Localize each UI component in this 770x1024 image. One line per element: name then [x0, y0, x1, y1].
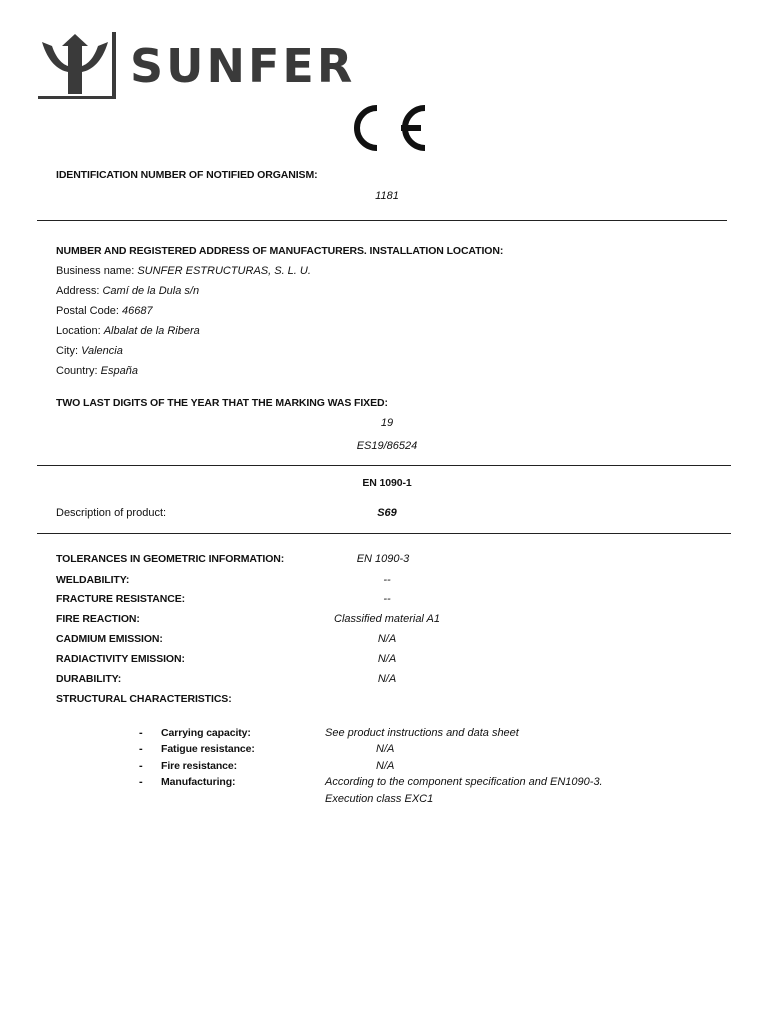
structural-value: N/A	[376, 760, 395, 772]
structural-label: Fire resistance:	[161, 760, 238, 772]
year-value: 19	[380, 417, 394, 429]
postal-code-row	[56, 305, 153, 317]
characteristic-value: EN 1090-3	[356, 553, 410, 565]
field-label: Postal Code:	[56, 305, 119, 317]
characteristic-value: --	[383, 574, 391, 586]
execution-class: Execution class EXC1	[325, 793, 434, 805]
field-label: Business name:	[56, 265, 135, 277]
characteristic-label: DURABILITY:	[56, 673, 122, 685]
ce-mark-icon	[343, 102, 429, 154]
field-label: Country:	[56, 365, 98, 377]
product-value: S69	[377, 507, 397, 519]
characteristic-label: TOLERANCES IN GEOMETRIC INFORMATION:	[56, 553, 285, 565]
characteristic-label: CADMIUM EMISSION:	[56, 633, 163, 645]
notified-organism-number: 1181	[375, 190, 399, 202]
characteristic-value: N/A	[377, 653, 397, 665]
structural-value: According to the component specification and EN1090-3.	[325, 776, 603, 788]
field-value: España	[100, 365, 138, 377]
divider	[37, 533, 731, 534]
structural-value: See product instructions and data sheet	[325, 727, 519, 739]
bullet: -	[139, 727, 143, 739]
manufacturer-heading: NUMBER AND REGISTERED ADDRESS OF MANUFACTURERS. INSTALLATION LOCATION:	[56, 245, 504, 257]
location-row	[56, 325, 200, 337]
bullet: -	[139, 776, 143, 788]
divider	[37, 220, 727, 221]
bullet: -	[139, 743, 143, 755]
standard-title: EN 1090-1	[362, 477, 412, 489]
product-label: Description of product:	[56, 507, 167, 519]
certificate-number: ES19/86524	[356, 440, 418, 452]
address-row	[56, 285, 199, 297]
field-value: 46687	[122, 305, 153, 317]
characteristic-label: STRUCTURAL CHARACTERISTICS:	[56, 693, 232, 705]
characteristic-value: Classified material A1	[334, 613, 440, 625]
characteristic-value: N/A	[377, 673, 397, 685]
business-name-row	[56, 265, 311, 277]
structural-label: Fatigue resistance:	[161, 743, 255, 755]
notified-organism-label: IDENTIFICATION NUMBER OF NOTIFIED ORGANISM:	[56, 169, 318, 181]
field-value: Camí de la Dula s/n	[102, 285, 200, 297]
characteristic-value: --	[383, 593, 391, 605]
city-row	[56, 345, 123, 357]
field-label: Location:	[56, 325, 101, 337]
divider	[37, 465, 731, 466]
characteristic-label: RADIACTIVITY EMISSION:	[56, 653, 185, 665]
country-row	[56, 365, 138, 377]
field-label: Address:	[56, 285, 100, 297]
structural-label: Manufacturing:	[161, 776, 236, 788]
characteristic-label: WELDABILITY:	[56, 574, 130, 586]
field-value: Valencia	[81, 345, 123, 357]
characteristic-label: FRACTURE RESISTANCE:	[56, 593, 186, 605]
structural-label: Carrying capacity:	[161, 727, 251, 739]
sunfer-logo-icon	[38, 32, 120, 102]
characteristic-label: FIRE REACTION:	[56, 613, 140, 625]
year-label: TWO LAST DIGITS OF THE YEAR THAT THE MARKING WAS FIXED:	[56, 397, 388, 409]
field-label: City:	[56, 345, 78, 357]
structural-value: N/A	[376, 743, 395, 755]
characteristic-value: N/A	[377, 633, 397, 645]
field-value: Albalat de la Ribera	[103, 325, 200, 337]
field-value: SUNFER ESTRUCTURAS, S. L. U.	[137, 265, 311, 277]
bullet: -	[139, 760, 143, 772]
brand-name: SUNFER	[130, 39, 356, 93]
